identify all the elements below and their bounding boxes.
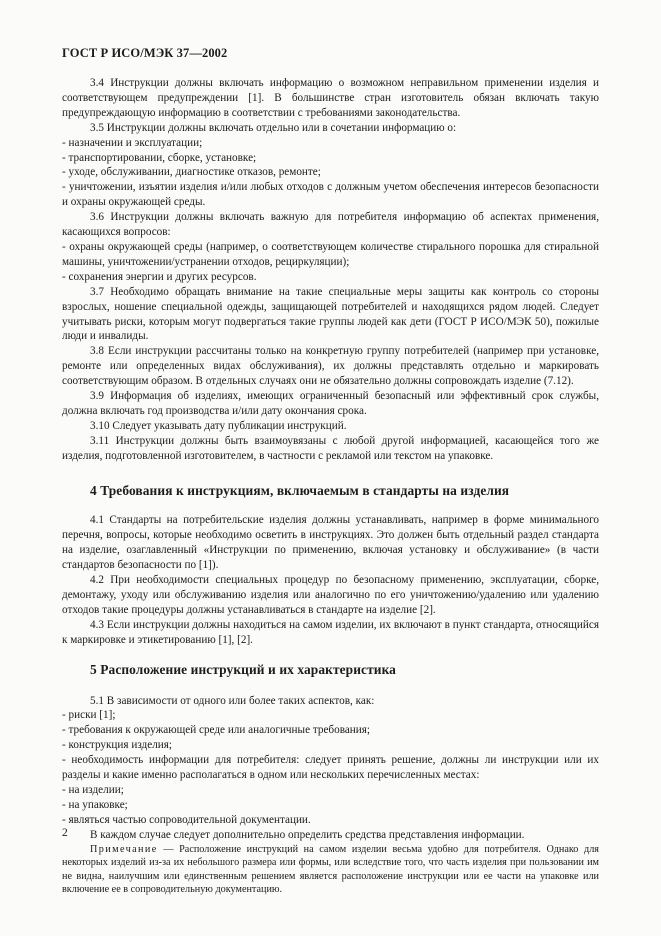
section-5-heading: 5 Расположение инструкций и их характеристика — [90, 661, 396, 677]
paragraph: В каждом случае следует дополнительно определить средства представления информации. — [90, 828, 525, 841]
paragraph: 4.1 Стандарты на потребительские изделия должны устанавливать, например в форме минимального перечня, вопросы, которые необходимо осветить в инструкциях. Это должен быть отдельный раздел стандарта на изделие, озаглавленный «Инструкции по применению, включая установку и обслуживание» (в части стандартов безопасности по [1]). — [62, 514, 599, 572]
list-item: - назначении и эксплуатации; — [62, 136, 203, 149]
paragraph: 3.10 Следует указывать дату публикации инструкций. — [90, 419, 347, 432]
note-label: Примечание — [90, 843, 158, 855]
paragraph: 3.6 Инструкции должны включать важную для потребителя информацию об аспектах применения, касающихся вопросов: — [62, 211, 599, 239]
section-5-body — [62, 694, 599, 843]
list-item: - охраны окружающей среды (например, о соответствующем количестве стирального порошка для стиральной машины, уничтожении/устранении отходов, рециркуляции); — [62, 240, 599, 268]
paragraph: 3.4 Инструкции должны включать информацию о возможном неправильном применении изделия и соответствующем предупреждении [1]. В большинстве стран изготовитель обязан включать такую предупреждающую информацию в соответствии с требованиями законодательства. — [62, 77, 599, 119]
paragraph: 3.5 Инструкции должны включать отдельно или в сочетании информацию о: — [90, 121, 457, 134]
paragraph: 3.9 Информация об изделиях, имеющих ограниченный безопасный или эффективный срок службы, должна включать год производства и/или дату окончания срока. — [62, 390, 599, 417]
list-item: - на изделии; — [62, 783, 124, 796]
section-4-heading: 4 Требования к инструкциям, включаемым в стандарты на изделия — [90, 482, 510, 498]
list-item: - являться частью сопроводительной документации. — [62, 813, 311, 826]
list-item: - конструкция изделия; — [62, 739, 173, 752]
page-header: ГОСТ Р ИСО/МЭК 37—2002 — [62, 46, 228, 60]
list-item: - риски [1]; — [62, 709, 116, 722]
paragraph: 4.2 При необходимости специальных процедур по безопасному применению, эксплуатации, сборке, демонтажу, уходу или обслуживанию изделия или аналогично по его уничтожению/удалению или удалению отходов такие процедуры должны устанавливаться в стандарте на изделие [2]. — [62, 574, 599, 616]
list-item: - транспортировании, сборке, установке; — [62, 151, 257, 164]
paragraph: 5.1 В зависимости от одного или более таких аспектов, как: — [90, 694, 375, 707]
list-item: - необходимость информации для потребителя: следует принять решение, должны ли инструкции или их разделы и какие именно располагаться в одном или нескольких перечисленных местах: — [62, 754, 599, 782]
list-item: - сохранения энергии и других ресурсов. — [62, 270, 257, 283]
list-item: - уходе, обслуживании, диагностике отказов, ремонте; — [62, 166, 321, 179]
section-4-body — [62, 513, 599, 647]
page-number: 2 — [62, 827, 68, 839]
note-text: — Расположение инструкций на самом изделии весьма удобно для потребителя. Однако для некоторых изделий из-за их небольшого размера или формы, или вследствие того, что часть изделия при пользовании им не видна, наилучшим или единственным решением является расположение инструкции или ее части на упаковке или включение ее в сопроводительную документацию. — [62, 843, 599, 896]
paragraph: 4.3 Если инструкции должны находиться на самом изделии, их включают в пункт стандарта, относящийся к маркировке и этикетированию [1], [2]. — [62, 618, 599, 646]
document-body — [62, 76, 599, 897]
list-item: - требования к окружающей среде или аналогичные требования; — [62, 724, 371, 737]
paragraph: 3.7 Необходимо обращать внимание на такие специальные меры защиты как контроль со стороны взрослых, ношение специальной одежды, защищающей потребителей и находящихся рядом людей. Следует учитывать риски, которым могут подвергаться такие группы людей как дети (ГОСТ Р ИСО/МЭК 50), пожилые люди и инвалиды. — [62, 285, 599, 343]
paragraph: 3.8 Если инструкции рассчитаны только на конкретную группу потребителей (например при установке, ремонте или определенных видах обслуживания), их должны представлять отдельно и маркировать соответствующим образом. В отдельных случаях они не обязательно должны сопровождать изделие (7.12). — [62, 345, 599, 388]
note-paragraph — [62, 843, 599, 897]
list-item: - уничтожении, изъятии изделия и/или любых отходов с должным учетом обеспечения интересов безопасности и охраны окружающей среды. — [62, 181, 599, 209]
list-item: - на упаковке; — [62, 798, 128, 811]
paragraph: 3.11 Инструкции должны быть взаимоувязаны с любой другой информацией, касающейся того же изделия, подготовленной изготовителем, в частности с рекламой или текстом на упаковке. — [62, 434, 599, 462]
section-3-continuation — [62, 76, 599, 464]
